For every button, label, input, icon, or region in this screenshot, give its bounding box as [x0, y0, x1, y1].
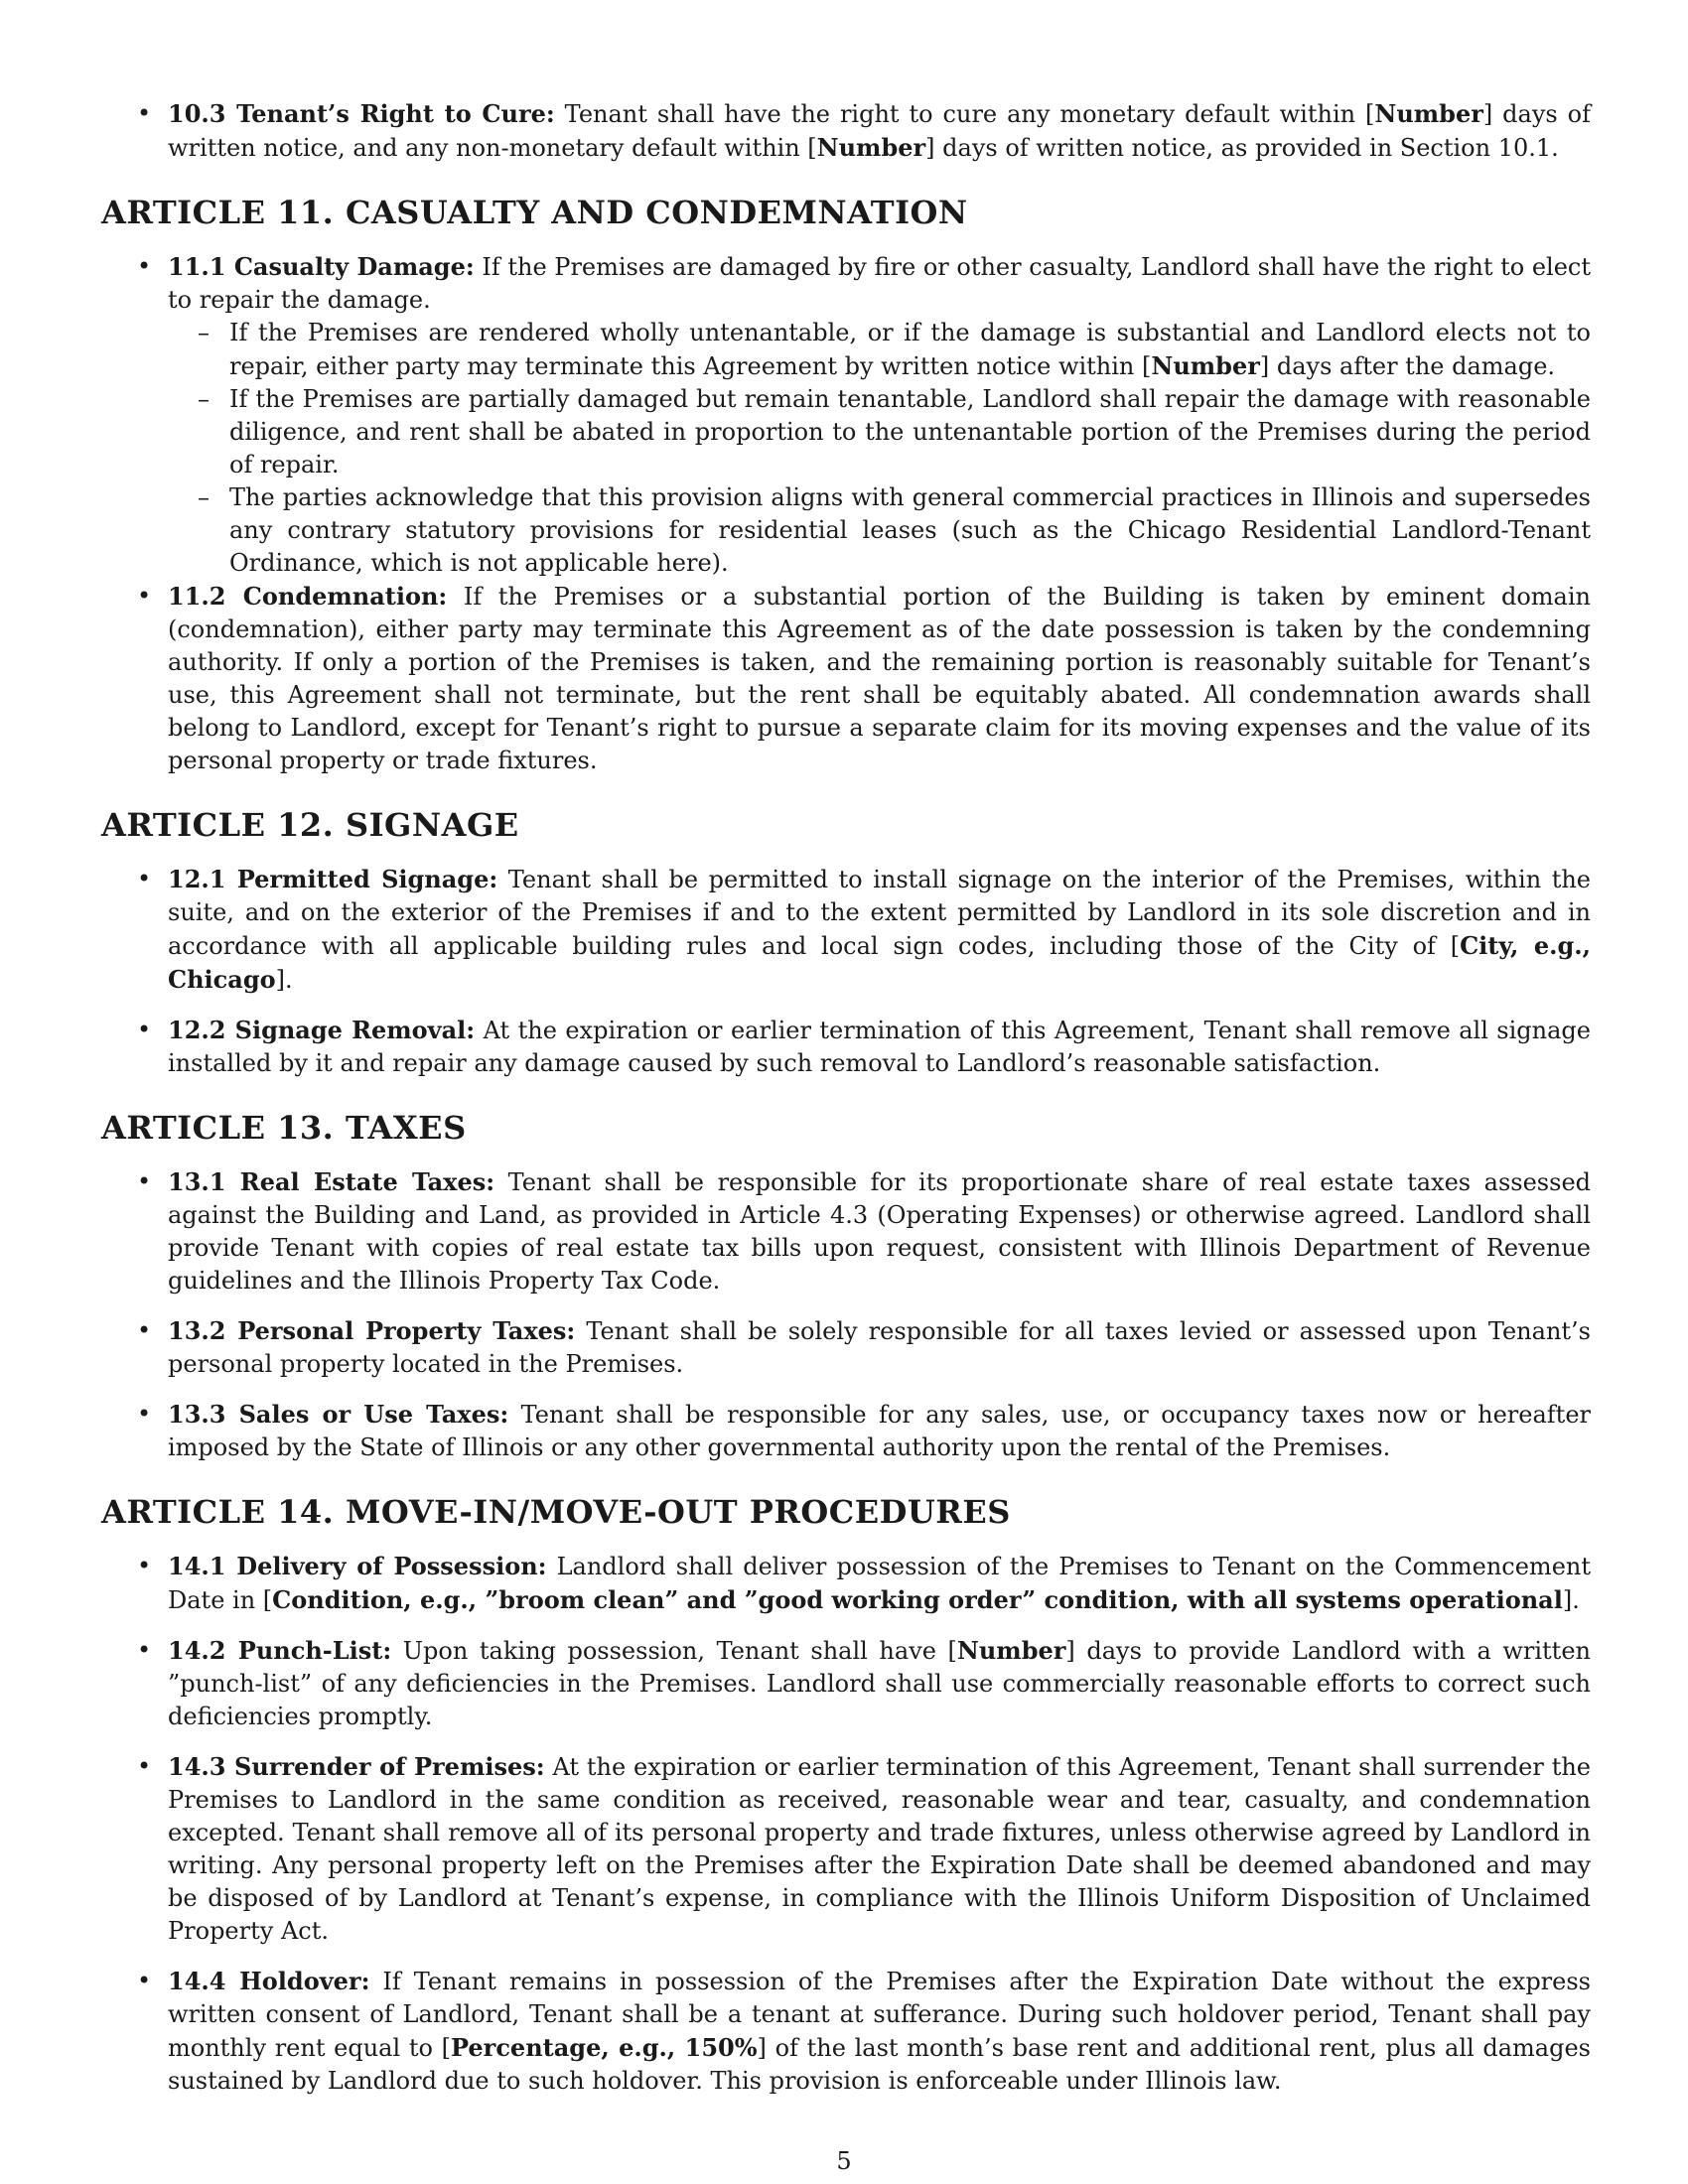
- clause-label: 13.3 Sales or Use Taxes:: [168, 1400, 509, 1429]
- clause-label: 14.1 Delivery of Possession:: [168, 1552, 547, 1580]
- clause-12-1: [101, 863, 1591, 997]
- clause-text: Tenant shall be responsible for any sales, use, or occupancy taxes now or hereafter imposed by the State of Illinois or any other governmental authority upon the rental of the Premises.: [168, 1401, 1591, 1461]
- subclause: – The parties acknowledge that this provision aligns with general commercial practices in Illinois and supersedes any contrary statutory provisions for residential leases (such as the Chicago Residential Landlord-Tenant Ordinance, which is not applicable here).: [168, 481, 1591, 580]
- document-page: [101, 97, 1591, 2098]
- article-10-continuation: [101, 97, 1591, 165]
- clause-13-3: [101, 1398, 1591, 1464]
- clause-12-2: [101, 1014, 1591, 1080]
- placeholder-percentage: Percentage, e.g., 150%: [451, 2033, 758, 2062]
- clause-text: Tenant shall have the right to cure any monetary default within [: [554, 100, 1375, 128]
- clause-14-4: [101, 1965, 1591, 2098]
- placeholder-city: City, e.g., Chicago: [168, 931, 1591, 994]
- article-11-list: [101, 250, 1591, 777]
- clause-label: 11.1 Casualty Damage:: [168, 252, 475, 281]
- article-14: [101, 1492, 1591, 2098]
- placeholder-number: Number: [1151, 351, 1260, 380]
- article-10-list: [101, 97, 1591, 165]
- article-heading: ARTICLE 12. SIGNAGE: [101, 806, 519, 844]
- clause-text: ] days of written notice, and any non-monetary default within [: [168, 100, 1592, 162]
- subclause: [168, 317, 1591, 383]
- clause-14-1: [101, 1550, 1591, 1617]
- clause-text: If Tenant remains in possession of the Premises after the Expiration Date without the express written consent of Landlord, Tenant shall be a tenant at sufferance. During such holdover period, Tenant shall pay monthly rent equal to [: [168, 1968, 1591, 2062]
- clause-text: Landlord shall deliver possession of the Premises to Tenant on the Commencement Date in [: [168, 1553, 1591, 1614]
- clause-label: 14.4 Holdover:: [168, 1967, 370, 1995]
- article-12: [101, 805, 1591, 1080]
- clause-label: 12.1 Permitted Signage:: [168, 865, 498, 893]
- clause-text: If the Premises are damaged by fire or other casualty, Landlord shall have the right to elect to repair the damage.: [168, 253, 1591, 314]
- article-13-list: [101, 1165, 1591, 1464]
- clause-text: At the expiration or earlier termination of this Agreement, Tenant shall remove all signage installed by it and repair any damage caused by such removal to Landlord’s reasonable satisfaction.: [168, 1017, 1591, 1077]
- clause-text: Tenant shall be responsible for its proportionate share of real estate taxes assessed against the Building and Land, as provided in Article 4.3 (Operating Expenses) or otherwise agreed. Landlord shall provide Tenant with copies of real estate tax bills upon request, consistent with Illinois Department of Revenue guidelines and the Illinois Property Tax Code.: [168, 1168, 1592, 1295]
- article-heading: ARTICLE 13. TAXES: [101, 1109, 467, 1147]
- subclause-text: If the Premises are rendered wholly untenantable, or if the damage is substantial and Landlord elects not to repair, either party may terminate this Agreement by written notice within [: [229, 319, 1591, 380]
- clause-label: 10.3 Tenant’s Right to Cure:: [168, 99, 555, 128]
- clause-text: Tenant shall be permitted to install signage on the interior of the Premises, within the suite, and on the exterior of the Premises if and to the extent permitted by Landlord in its sole discretion and in accordance with all applicable building rules and local sign codes, including those of the City of [: [168, 866, 1592, 960]
- clause-label: 14.2 Punch-List:: [168, 1636, 392, 1665]
- article-heading: ARTICLE 14. MOVE-IN/MOVE-OUT PROCEDURES: [101, 1493, 1011, 1531]
- clause-label: 12.2 Signage Removal:: [168, 1016, 476, 1044]
- clause-label: 14.3 Surrender of Premises:: [168, 1752, 545, 1781]
- clause-11-2: [101, 580, 1591, 777]
- clause-text: ] days to provide Landlord with a written ”punch-list” of any deficiencies in the Premises. Landlord shall use commercially reasonable efforts to correct such deficiencies promptly.: [168, 1637, 1591, 1730]
- casualty-subclauses: [168, 317, 1591, 580]
- clause-text: ] of the last month’s base rent and additional rent, plus all damages sustained by Landlord due to such holdover. This provision is enforceable under Illinois law.: [168, 2034, 1591, 2095]
- clause-label: 13.1 Real Estate Taxes:: [168, 1167, 495, 1196]
- clause-text: ].: [275, 966, 293, 994]
- article-11: [101, 193, 1591, 777]
- clause-text: ].: [1562, 1586, 1580, 1614]
- clause-10-3: [101, 97, 1591, 165]
- clause-13-1: [101, 1165, 1591, 1297]
- article-heading: ARTICLE 11. CASUALTY AND CONDEMNATION: [101, 194, 968, 231]
- placeholder-number: Number: [956, 1636, 1066, 1665]
- placeholder-number: Number: [816, 133, 926, 162]
- subclause-text: ] days after the damage.: [1259, 352, 1556, 380]
- clause-14-3: [101, 1750, 1591, 1948]
- clause-text: At the expiration or earlier termination of this Agreement, Tenant shall surrender the Premises to Landlord in the same condition as received, reasonable wear and tear, casualty, and condemnation excepted. Tenant shall remove all of its personal property and trade fixtures, unless otherwise agreed by Landlord in writing. Any personal property left on the Premises after the Expiration Date shall be deemed abandoned and may be disposed of by Landlord at Tenant’s expense, in compliance with the Illinois Uniform Disposition of Unclaimed Property Act.: [168, 1753, 1592, 1945]
- clause-text: Upon taking possession, Tenant shall have [: [391, 1637, 957, 1665]
- clause-text: ] days of written notice, as provided in Section 10.1.: [925, 134, 1559, 162]
- clause-14-2: [101, 1634, 1591, 1733]
- placeholder-condition: Condition, e.g., ”broom clean” and ”good working order” condition, with all systems operational: [272, 1585, 1563, 1614]
- clause-label: 11.2 Condemnation:: [168, 582, 448, 611]
- page-number: 5: [836, 2147, 852, 2175]
- article-14-list: [101, 1550, 1591, 2098]
- clause-label: 13.2 Personal Property Taxes:: [168, 1316, 576, 1345]
- clause-text: If the Premises or a substantial portion of the Building is taken by eminent domain (condemnation), either party may terminate this Agreement as of the date possession is taken by the condemning authority. If only a portion of the Premises is taken, and the remaining portion is reasonably suitable for Tenant’s use, this Agreement shall not terminate, but the rent shall be equitably abated. All condemnation awards shall belong to Landlord, except for Tenant’s right to pursue a separate claim for its moving expenses and the value of its personal property or trade fixtures.: [168, 583, 1591, 774]
- clause-13-2: [101, 1314, 1591, 1381]
- article-12-list: [101, 863, 1591, 1080]
- clause-11-1: [101, 250, 1591, 580]
- subclause: – If the Premises are partially damaged but remain tenantable, Landlord shall repair the damage with reasonable diligence, and rent shall be abated in proportion to the untenantable portion of the Premises during the period of repair.: [168, 383, 1591, 481]
- article-13: [101, 1108, 1591, 1464]
- clause-text: Tenant shall be solely responsible for all taxes levied or assessed upon Tenant’s personal property located in the Premises.: [168, 1317, 1591, 1378]
- placeholder-number: Number: [1374, 99, 1483, 128]
